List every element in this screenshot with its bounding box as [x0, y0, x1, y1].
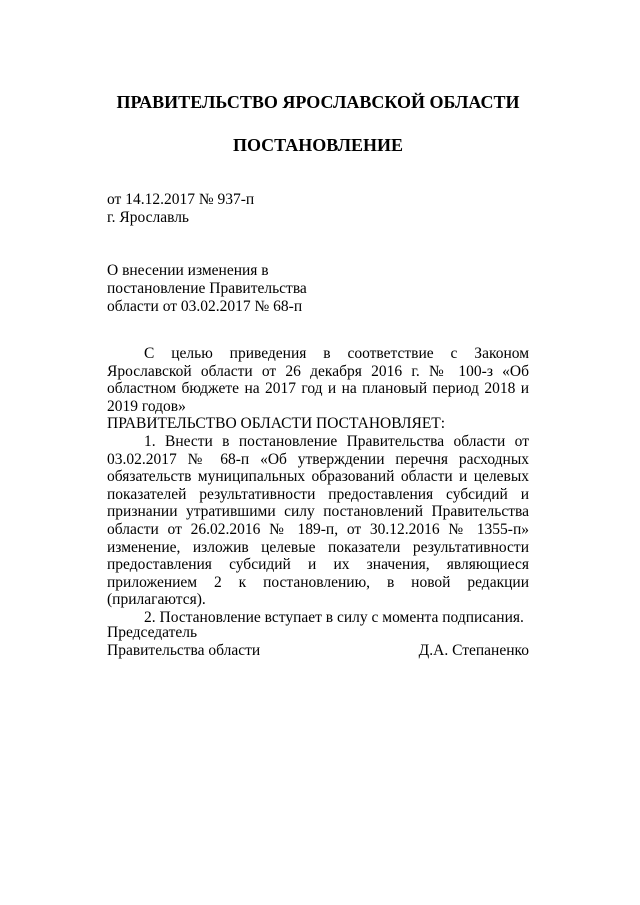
signer-position-line-2: Правительства области: [107, 642, 261, 659]
preamble-paragraph: С целью приведения в соответствие с Законом Ярославской области от 26 декабря 2016 г. № 100-з «Об областном бюджете на 2017 год и на плановый период 2018 и 2019 годов»: [107, 345, 529, 415]
subject-line-2: постановление Правительства: [107, 280, 307, 297]
item-2-paragraph: 2. Постановление вступает в силу с момента подписания.: [144, 608, 524, 626]
signer-position-line-1: Председатель: [107, 624, 198, 641]
document-type-title: ПОСТАНОВЛЕНИЕ: [232, 135, 404, 155]
resolves-paragraph: ПРАВИТЕЛЬСТВО ОБЛАСТИ ПОСТАНОВЛЯЕТ:: [107, 415, 446, 433]
subject-line-1: О внесении изменения в: [107, 262, 269, 279]
subject-line-3: области от 03.02.2017 № 68-п: [107, 298, 303, 315]
city-line: г. Ярославль: [107, 209, 189, 226]
signer-name: Д.А. Степаненко: [418, 642, 529, 659]
body-text: [107, 345, 529, 627]
item-1-paragraph: 1. Внести в постановление Правительства области от 03.02.2017 № 68-п «Об утверждении перечня расходных обязательств муниципальных образований области и целевых показателей результативности предоставления субсидий и признании утратившими силу постановлений Правительства области от 26.02.2016 № 189-п, от 30.12.2016 № 1355-п» изменение, изложив целевые показатели результативности предоставления субсидий и их значения, являющиеся приложением 2 к постановлению, в новой редакции (прилагаются).: [107, 432, 529, 609]
government-title: ПРАВИТЕЛЬСТВО ЯРОСЛАВСКОЙ ОБЛАСТИ: [116, 92, 520, 112]
date-number-line: от 14.12.2017 № 937-п: [107, 191, 255, 208]
